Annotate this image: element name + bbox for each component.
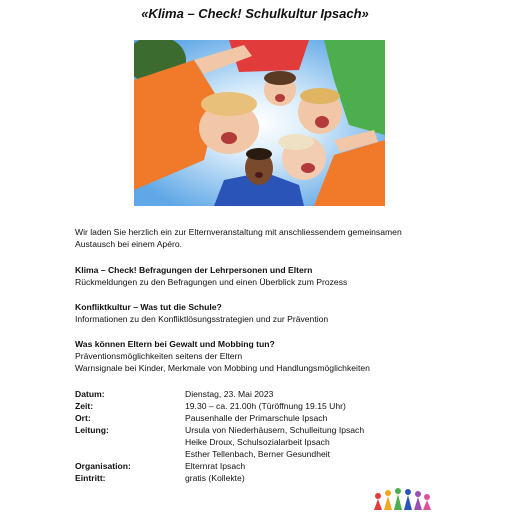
detail-row-organisation: [75, 460, 485, 472]
detail-label: Ort:: [75, 413, 91, 423]
children-photo: [134, 40, 385, 206]
section-heading: Klima – Check! Befragungen der Lehrpersonen und Eltern: [75, 265, 313, 275]
detail-value: 19.30 – ca. 21.00h (Türöffnung 19.15 Uhr): [185, 401, 346, 411]
detail-value: gratis (Kollekte): [185, 473, 245, 483]
people-logo-icon: [372, 488, 432, 510]
detail-label: [75, 436, 185, 448]
detail-value: Pausenhalle der Primarschule Ipsach: [185, 413, 328, 423]
detail-value: Ursula von Niederhäusern, Schulleitung Ipsach: [185, 425, 365, 435]
section-line: Rückmeldungen zu den Befragungen und einen Überblick zum Prozess: [75, 277, 348, 287]
detail-row-admission: [75, 472, 485, 484]
section-conflict-culture: [75, 301, 328, 325]
section-line: Präventionsmöglichkeiten seitens der Eltern: [75, 351, 243, 361]
detail-row-leader: [75, 424, 485, 436]
detail-row-location: [75, 412, 485, 424]
detail-row-leader: [75, 448, 485, 460]
page-title: «Klima – Check! Schulkultur Ipsach»: [141, 6, 369, 21]
intro-line: Austausch bei einem Apéro.: [75, 239, 183, 249]
section-climate-check: [75, 264, 347, 288]
detail-label: Zeit:: [75, 401, 94, 411]
section-line: Informationen zu den Konfliktlösungsstrategien und zur Prävention: [75, 314, 329, 324]
section-line: Warnsignale bei Kinder, Merkmale von Mobbing und Handlungsmöglichkeiten: [75, 363, 370, 373]
detail-row-leader: [75, 436, 485, 448]
detail-value: Heike Droux, Schulsozialarbeit Ipsach: [185, 437, 330, 447]
section-heading: Was können Eltern bei Gewalt und Mobbing tun?: [75, 339, 275, 349]
section-parents-mobbing: [75, 338, 370, 374]
section-heading: Konfliktkultur – Was tut die Schule?: [75, 302, 222, 312]
event-details: [75, 388, 485, 484]
detail-value: Dienstag, 23. Mai 2023: [185, 389, 274, 399]
detail-row-date: [75, 388, 485, 400]
detail-value: Elternrat Ipsach: [185, 461, 246, 471]
intro-line: Wir laden Sie herzlich ein zur Elternveranstaltung mit anschliessendem gemeinsamen: [75, 227, 402, 237]
detail-value: Esther Tellenbach, Berner Gesundheit: [185, 449, 331, 459]
detail-label: Eintritt:: [75, 473, 106, 483]
detail-label: Organisation:: [75, 461, 131, 471]
detail-label: Leitung:: [75, 425, 109, 435]
intro-text: [75, 226, 402, 250]
detail-label: [75, 448, 185, 460]
detail-row-time: [75, 400, 485, 412]
detail-label: Datum:: [75, 389, 105, 399]
